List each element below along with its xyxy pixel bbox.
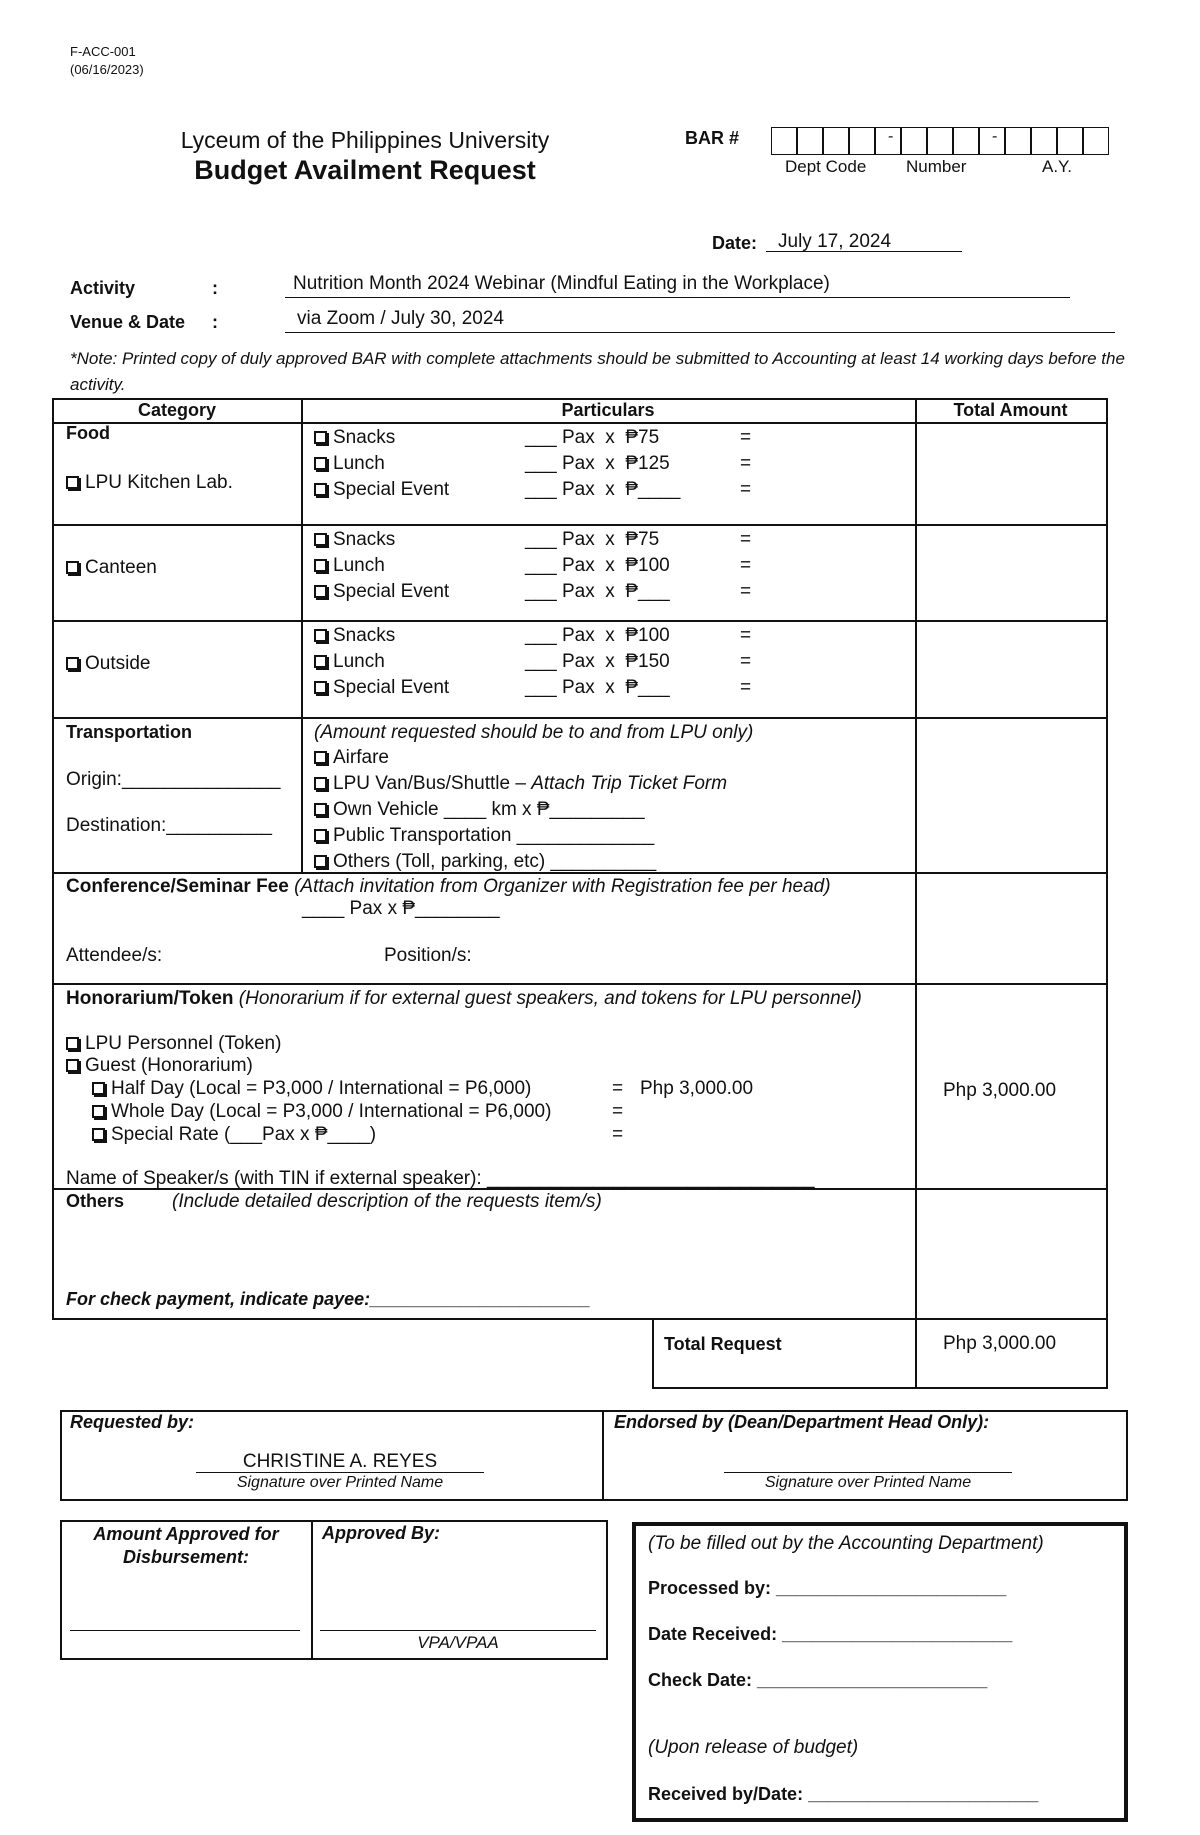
header-total-amount: Total Amount: [953, 400, 1068, 420]
honorarium-guest[interactable]: Guest (Honorarium): [66, 1055, 253, 1077]
checkbox-icon[interactable]: [66, 657, 79, 670]
checkbox-icon[interactable]: [314, 431, 327, 444]
checkbox-icon[interactable]: [314, 655, 327, 668]
header-particulars: Particulars: [561, 400, 655, 420]
food-equals: =: [740, 427, 752, 448]
signature-caption: Signature over Printed Name: [764, 1474, 972, 1491]
bar-caption-ay: A.Y.: [1042, 157, 1072, 176]
university-name: Lyceum of the Philippines University: [180, 127, 550, 153]
check-date-line[interactable]: Check Date: _______________________: [648, 1670, 988, 1690]
honorarium-row: Honorarium/Token (Honorarium if for external guest speakers, and tokens for LPU personnel): [66, 988, 862, 1009]
food-equals: =: [740, 529, 752, 550]
checkbox-icon[interactable]: [66, 561, 79, 574]
submission-note: *Note: Printed copy of duly approved BAR with complete attachments should be submitted to Accounting at least 14 working days before the activity.: [70, 349, 1125, 394]
date-label: Date:: [712, 233, 758, 253]
transport-airfare[interactable]: Airfare: [314, 747, 389, 769]
food-pax: ___ Pax x ₱100: [525, 555, 670, 576]
transportation-label: Transportation: [66, 722, 193, 742]
food-pax: ___ Pax x ₱125: [525, 453, 670, 474]
food-equals: =: [740, 677, 752, 698]
transport-van[interactable]: LPU Van/Bus/Shuttle – Attach Trip Ticket Form: [314, 773, 727, 795]
food-place-kitchen[interactable]: LPU Kitchen Lab.: [66, 472, 233, 494]
food-pax: ___ Pax x ₱150: [525, 651, 670, 672]
checkbox-icon[interactable]: [66, 1037, 79, 1050]
conference-row: Conference/Seminar Fee (Attach invitation from Organizer with Registration fee per head): [66, 876, 831, 897]
food-pax: ___ Pax x ₱___: [525, 677, 670, 698]
checkbox-icon[interactable]: [314, 629, 327, 642]
endorsed-by-label: Endorsed by (Dean/Department Head Only):: [614, 1412, 990, 1432]
honorarium-equals: =: [612, 1078, 624, 1099]
checkbox-icon[interactable]: [314, 751, 327, 764]
venue-label: Venue & Date: [70, 312, 186, 332]
transport-others[interactable]: Others (Toll, parking, etc) __________: [314, 851, 656, 873]
food-label: Food: [66, 423, 110, 443]
bar-label: BAR #: [685, 128, 740, 148]
honorarium-special-rate[interactable]: Special Rate (___Pax x ₱____): [92, 1124, 376, 1146]
accounting-note: (To be filled out by the Accounting Department): [648, 1533, 1044, 1554]
date-received-line[interactable]: Date Received: _______________________: [648, 1624, 1013, 1644]
checkbox-icon[interactable]: [314, 777, 327, 790]
form-code: F-ACC-001: [70, 44, 136, 59]
conference-pax[interactable]: ____ Pax x ₱________: [302, 898, 500, 919]
activity-value[interactable]: Nutrition Month 2024 Webinar (Mindful Eating in the Workplace): [293, 273, 830, 294]
checkbox-icon[interactable]: [314, 803, 327, 816]
food-equals: =: [740, 581, 752, 602]
checkbox-icon[interactable]: [314, 483, 327, 496]
food-item[interactable]: Special Event: [314, 677, 449, 699]
checkbox-icon[interactable]: [314, 855, 327, 868]
food-item[interactable]: Lunch: [314, 453, 385, 475]
checkbox-icon[interactable]: [92, 1105, 105, 1118]
food-equals: =: [740, 479, 752, 500]
page-title: Budget Availment Request: [194, 155, 536, 185]
form-revision-date: (06/16/2023): [70, 62, 144, 77]
food-equals: =: [740, 625, 752, 646]
food-pax: ___ Pax x ₱___: [525, 581, 670, 602]
received-by-line[interactable]: Received by/Date: _______________________: [648, 1784, 1039, 1804]
destination-field[interactable]: Destination:__________: [66, 815, 273, 836]
others-note: (Include detailed description of the requests item/s): [172, 1191, 602, 1212]
position-label: Position/s:: [384, 945, 472, 966]
checkbox-icon[interactable]: [314, 533, 327, 546]
food-pax: ___ Pax x ₱100: [525, 625, 670, 646]
checkbox-icon[interactable]: [66, 476, 79, 489]
check-payee-line[interactable]: For check payment, indicate payee:______________________: [66, 1289, 591, 1309]
food-item[interactable]: Snacks: [314, 427, 395, 449]
food-place-canteen[interactable]: Canteen: [66, 557, 157, 579]
others-label: Others: [66, 1191, 125, 1211]
food-pax: ___ Pax x ₱75: [525, 529, 660, 550]
venue-colon: :: [212, 312, 218, 332]
honorarium-equals: =: [612, 1124, 624, 1145]
food-item[interactable]: Special Event: [314, 581, 449, 603]
food-equals: =: [740, 555, 752, 576]
speaker-name-line[interactable]: Name of Speaker/s (with TIN if external speaker): _______________________________: [66, 1168, 815, 1189]
checkbox-icon[interactable]: [314, 829, 327, 842]
honorarium-total: Php 3,000.00: [943, 1080, 1057, 1101]
food-item[interactable]: Lunch: [314, 651, 385, 673]
bar-dash: -: [992, 128, 998, 145]
amount-approved-label: Amount Approved for Disbursement:: [93, 1524, 279, 1567]
checkbox-icon[interactable]: [314, 559, 327, 572]
checkbox-icon[interactable]: [92, 1082, 105, 1095]
food-equals: =: [740, 651, 752, 672]
food-item[interactable]: Snacks: [314, 529, 395, 551]
venue-value[interactable]: via Zoom / July 30, 2024: [297, 308, 504, 329]
transport-public[interactable]: Public Transportation _____________: [314, 825, 654, 847]
requested-by-label: Requested by:: [70, 1412, 195, 1432]
checkbox-icon[interactable]: [314, 681, 327, 694]
activity-label: Activity: [70, 278, 136, 298]
honorarium-whole-day[interactable]: Whole Day (Local = P3,000 / International = P6,000): [92, 1101, 551, 1123]
bar-caption-number: Number: [906, 157, 967, 176]
food-pax: ___ Pax x ₱75: [525, 427, 660, 448]
food-item[interactable]: Special Event: [314, 479, 449, 501]
total-request-value: Php 3,000.00: [943, 1333, 1057, 1354]
origin-field[interactable]: Origin:_______________: [66, 769, 281, 790]
food-item[interactable]: Lunch: [314, 555, 385, 577]
checkbox-icon[interactable]: [314, 585, 327, 598]
activity-colon: :: [212, 278, 218, 298]
signature-caption: Signature over Printed Name: [236, 1474, 444, 1491]
honorarium-lpu-token[interactable]: LPU Personnel (Token): [66, 1033, 281, 1055]
header-category: Category: [137, 400, 217, 420]
food-place-outside[interactable]: Outside: [66, 653, 150, 675]
bar-dash: -: [888, 128, 894, 145]
bar-caption-dept: Dept Code: [785, 157, 867, 176]
half-day-amount: Php 3,000.00: [640, 1078, 754, 1099]
food-equals: =: [740, 453, 752, 474]
approved-by-role: VPA/VPAA: [417, 1633, 499, 1652]
date-value[interactable]: July 17, 2024: [778, 231, 892, 252]
checkbox-icon[interactable]: [92, 1128, 105, 1141]
food-pax: ___ Pax x ₱____: [525, 479, 681, 500]
honorarium-half-day[interactable]: Half Day (Local = P3,000 / International = P6,000): [92, 1078, 531, 1100]
checkbox-icon[interactable]: [314, 457, 327, 470]
attendee-label: Attendee/s:: [66, 945, 163, 966]
honorarium-equals: =: [612, 1101, 624, 1122]
approved-by-label: Approved By:: [322, 1523, 441, 1543]
requested-by-name[interactable]: CHRISTINE A. REYES: [242, 1451, 438, 1472]
release-note: (Upon release of budget): [648, 1737, 859, 1758]
food-item[interactable]: Snacks: [314, 625, 395, 647]
checkbox-icon[interactable]: [66, 1059, 79, 1072]
processed-by-line[interactable]: Processed by: _______________________: [648, 1578, 1007, 1598]
transportation-note: (Amount requested should be to and from LPU only): [314, 722, 754, 743]
total-request-label: Total Request: [664, 1334, 782, 1354]
transport-own-vehicle[interactable]: Own Vehicle ____ km x ₱_________: [314, 799, 645, 821]
